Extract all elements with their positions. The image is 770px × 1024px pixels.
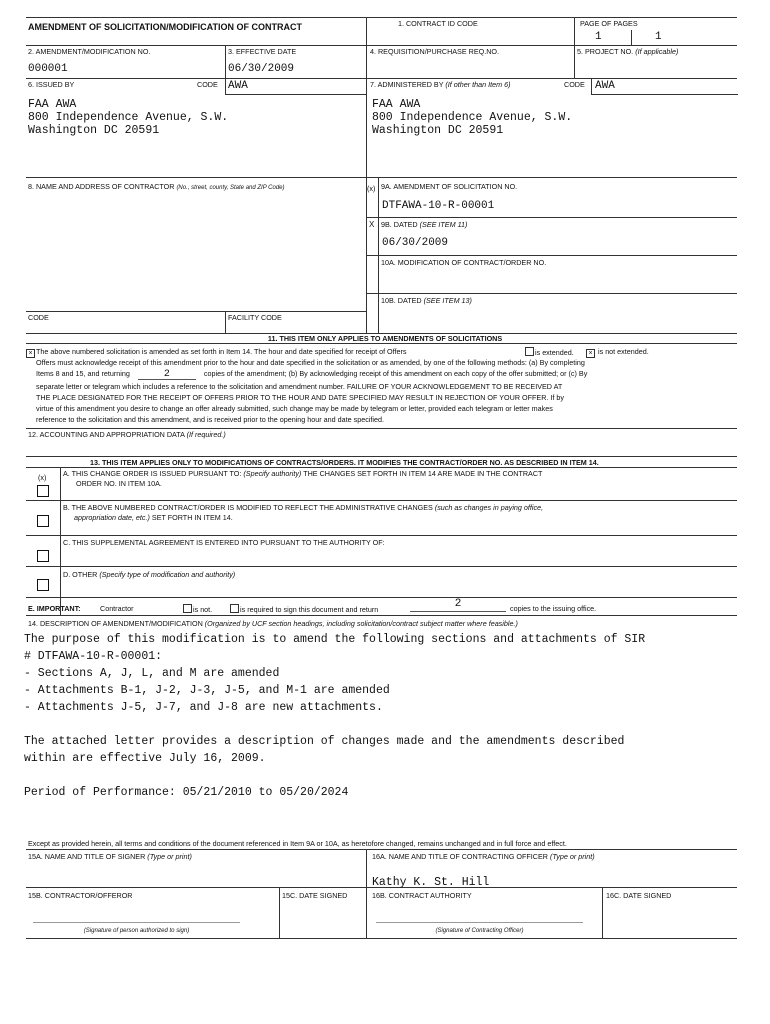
- amendment-no[interactable]: 000001: [28, 63, 68, 75]
- item13a-note: (Specify authority): [243, 469, 302, 478]
- item11-line2: Offers must acknowledge receipt of this amendment prior to the hour and date specified in the solicitation or as amended, by one of the following methods: (a) By completing: [36, 358, 585, 367]
- contract-id-label: 1. CONTRACT ID CODE: [398, 19, 478, 28]
- vrule-16c: [602, 887, 603, 938]
- item11-not-extended: [586, 347, 649, 358]
- item11-line7: reference to the solicitation and this amendment, and is received prior to the opening hour and date specified.: [36, 415, 385, 424]
- item9a-label: 9A. AMENDMENT OF SOLICITATION NO.: [381, 182, 518, 191]
- label-16a-note: (Type or print): [549, 852, 595, 861]
- item14-line-8: within are effective July 16, 2009.: [24, 752, 266, 765]
- item11-line1: [26, 347, 407, 358]
- is-not-extended-text: is not extended.: [598, 347, 649, 356]
- rule-row2: [26, 45, 737, 46]
- contracting-officer-name[interactable]: Kathy K. St. Hill: [372, 876, 490, 889]
- vrule-item9-x: [378, 177, 379, 333]
- item11-amended-checkbox[interactable]: ×: [26, 349, 35, 358]
- item11-line6: virtue of this amendment you desire to change an offer already submitted, such change may be made by telegram or letter, provided each telegram or letter makes: [36, 404, 553, 413]
- item12-label: [28, 430, 226, 439]
- item13a-line1: [63, 469, 542, 478]
- administered-by-address-3: Washington DC 20591: [372, 124, 504, 137]
- signature-caption-15: [33, 925, 240, 936]
- item11-copies[interactable]: 2: [138, 370, 196, 380]
- rule-row4: [26, 177, 737, 178]
- vrule-pages: [631, 30, 632, 45]
- effective-date[interactable]: 06/30/2009: [228, 63, 295, 75]
- is-extended-text: is extended.: [535, 348, 574, 357]
- contractor-label-text: 8. NAME AND ADDRESS OF CONTRACTOR: [28, 182, 175, 191]
- item13-x-label: (x): [38, 473, 47, 482]
- label-16a: [372, 852, 595, 861]
- item11-extended: [525, 347, 574, 357]
- issued-by-address-2: 800 Independence Avenue, S.W.: [28, 111, 229, 124]
- rule-important: [26, 615, 737, 616]
- item13b-line2-text: SET FORTH IN ITEM 14.: [151, 513, 233, 522]
- facility-code-label: FACILITY CODE: [228, 313, 282, 322]
- signature-caption-16: [376, 925, 583, 936]
- item13a-line2: ORDER NO. IN ITEM 10A.: [76, 479, 162, 488]
- item14-label-text: 14. DESCRIPTION OF AMENDMENT/MODIFICATION: [28, 619, 203, 628]
- item11-line4: separate letter or telegram which includes a reference to the solicitation and amendment number. FAILURE OF YOUR ACKNOWLEDGEMENT TO BE RECEIVED AT: [36, 382, 563, 391]
- rule-13b: [26, 535, 737, 536]
- item11-heading: 11. THIS ITEM ONLY APPLIES TO AMENDMENTS OF SOLICITATIONS: [267, 334, 503, 343]
- is-not-checkbox[interactable]: [183, 604, 192, 613]
- item13d-checkbox[interactable]: [37, 579, 49, 591]
- contractor-label-note: (No., street, county, State and ZIP Code): [176, 185, 285, 191]
- administered-by-label-note: (If other than Item 6): [445, 80, 511, 89]
- item9b-value[interactable]: 06/30/2009: [382, 237, 449, 249]
- item14-line-10: Period of Performance: 05/21/2010 to 05/20/2024: [24, 786, 349, 799]
- issued-by-code-label: CODE: [197, 80, 218, 89]
- is-required-checkbox[interactable]: [230, 604, 239, 613]
- rule-13c: [26, 566, 737, 567]
- vrule-13-x: [60, 467, 61, 615]
- important-label: E. IMPORTANT:: [28, 604, 81, 613]
- administered-by-label-text: 7. ADMINISTERED BY: [370, 80, 444, 89]
- label-15a-note: (Type or print): [147, 852, 192, 861]
- important-is-required: [230, 604, 378, 614]
- item14-line-5: - Attachments J-5, J-7, and J-8 are new attachments.: [24, 701, 383, 714]
- project-label: [577, 47, 678, 56]
- rule-13d: [26, 597, 737, 598]
- item13b-checkbox[interactable]: [37, 515, 49, 527]
- important-contractor: Contractor: [100, 604, 134, 613]
- is-extended-checkbox[interactable]: [525, 347, 534, 356]
- effective-date-label: 3. EFFECTIVE DATE: [228, 47, 297, 56]
- item10b-label-text: 10B. DATED: [381, 296, 422, 305]
- label-16a-text: 16A. NAME AND TITLE OF CONTRACTING OFFICER: [372, 852, 548, 861]
- item14-line-2: # DTFAWA-10-R-00001:: [24, 650, 163, 663]
- item11-line3: [36, 369, 587, 380]
- rule-item13-top: [26, 456, 737, 457]
- label-15a-text: 15A. NAME AND TITLE OF SIGNER: [28, 852, 146, 861]
- rule-item11-head: [26, 343, 737, 344]
- signature-line-16[interactable]: [376, 922, 583, 923]
- item13d-line: [63, 570, 235, 579]
- item14-label: [28, 619, 518, 628]
- item9b-label-note: (SEE ITEM 11): [419, 220, 468, 229]
- administered-by-code[interactable]: AWA: [595, 80, 615, 92]
- item13b-line1: [63, 503, 543, 512]
- rule-9b-sep: [366, 255, 737, 256]
- is-required-text: is required to sign this document and return: [240, 605, 379, 614]
- item13b-line2: [74, 513, 233, 522]
- issued-by-label: 6. ISSUED BY: [28, 80, 75, 89]
- item9a-value[interactable]: DTFAWA-10-R-00001: [382, 200, 495, 212]
- signature-caption-15-text: (Signature of person authorized to sign): [83, 928, 190, 934]
- vrule-15c: [279, 887, 280, 938]
- vrule-main: [366, 17, 367, 333]
- rule-10a-sep: [366, 293, 737, 294]
- important-copies-to: copies to the issuing office.: [510, 604, 597, 613]
- item13-heading: 13. THIS ITEM APPLIES ONLY TO MODIFICATIONS OF CONTRACTS/ORDERS. IT MODIFIES THE CONTRACT/ORDER NO. AS DESCRIBED IN ITEM 14.: [90, 458, 599, 467]
- contractor-label: [28, 182, 285, 193]
- form-title: AMENDMENT OF SOLICITATION/MODIFICATION OF CONTRACT: [28, 22, 302, 32]
- item11-line3a: Items 8 and 15, and returning: [36, 369, 130, 378]
- item13a-text: A. THIS CHANGE ORDER IS ISSUED PURSUANT TO:: [63, 469, 242, 478]
- signature-caption-16-text: (Signature of Contracting Officer): [435, 928, 524, 934]
- item10a-label: 10A. MODIFICATION OF CONTRACT/ORDER NO.: [381, 258, 547, 267]
- item11-line1-text: The above numbered solicitation is amended as set forth in Item 14. The hour and date specified for receipt of Offers: [36, 347, 407, 356]
- label-16b: 16B. CONTRACT AUTHORITY: [372, 891, 472, 900]
- rule-item13-head: [26, 467, 737, 468]
- administered-by-address-2: 800 Independence Avenue, S.W.: [372, 111, 573, 124]
- rule-except: [26, 849, 737, 850]
- page-of-pages-label: PAGE OF PAGES: [580, 19, 638, 28]
- item13d-note: (Specify type of modification and authority): [99, 570, 236, 579]
- rule-bottom: [26, 938, 737, 939]
- vrule-project: [574, 17, 575, 78]
- vrule-sig-mid: [366, 849, 367, 938]
- item13c-checkbox[interactable]: [37, 550, 49, 562]
- vrule-left-col: [225, 45, 226, 78]
- item13d-text: D. OTHER: [63, 570, 98, 579]
- rule-item12-top: [26, 428, 737, 429]
- label-15c: 15C. DATE SIGNED: [282, 891, 348, 900]
- item13b-line2-note: appropriation date, etc.): [74, 513, 150, 522]
- rule-top: [26, 17, 737, 18]
- contractor-code-label: CODE: [28, 313, 49, 322]
- requisition-label: 4. REQUISITION/PURCHASE REQ.NO.: [370, 47, 499, 56]
- issued-by-code[interactable]: AWA: [228, 80, 248, 92]
- item9-x-label: (x): [367, 184, 376, 193]
- except-text: Except as provided herein, all terms and conditions of the document referenced in Item 9A or 10A, as heretofore changed, remains unchanged and in full force and effect.: [28, 839, 567, 848]
- project-label-text: 5. PROJECT NO.: [577, 47, 634, 56]
- item9b-label-text: 9B. DATED: [381, 220, 418, 229]
- important-copies[interactable]: 2: [410, 598, 506, 612]
- item13b-note: (such as changes in paying office,: [434, 503, 544, 512]
- item9b-label: [381, 220, 467, 229]
- item9b-x-mark: X: [369, 220, 375, 229]
- project-label-note: (If applicable): [635, 47, 679, 56]
- item11-line5: THE PLACE DESIGNATED FOR THE RECEIPT OF OFFERS PRIOR TO THE HOUR AND DATE SPECIFIED MAY RESULT IN REJECTION OF YOUR OFFER. If by: [36, 393, 564, 402]
- item13a-checkbox[interactable]: [37, 485, 49, 497]
- administered-by-address-1: FAA AWA: [372, 98, 421, 111]
- vrule-facility: [225, 311, 226, 333]
- administered-by-label: [370, 80, 510, 89]
- total-pages: 1: [655, 31, 662, 43]
- rule-13a: [26, 500, 737, 501]
- issued-by-address-1: FAA AWA: [28, 98, 77, 111]
- amendment-no-label: 2. AMENDMENT/MODIFICATION NO.: [28, 47, 151, 56]
- issued-by-address-3: Washington DC 20591: [28, 124, 160, 137]
- is-not-extended-checkbox[interactable]: ×: [586, 349, 595, 358]
- item14-line-4: - Attachments B-1, J-2, J-3, J-5, and M-1 are amended: [24, 684, 390, 697]
- item14-line-7: The attached letter provides a description of changes made and the amendments described: [24, 735, 625, 748]
- item12-label-note: (If required.): [186, 430, 226, 439]
- item13a-rest: THE CHANGES SET FORTH IN ITEM 14 ARE MADE IN THE CONTRACT: [303, 469, 543, 478]
- item10b-label: [381, 296, 472, 305]
- rule-9a-sep: [366, 217, 737, 218]
- label-15b: 15B. CONTRACTOR/OFFEROR: [28, 891, 133, 900]
- item13b-text: B. THE ABOVE NUMBERED CONTRACT/ORDER IS MODIFIED TO REFLECT THE ADMINISTRATIVE CHANGES: [63, 503, 433, 512]
- is-not-text: is not.: [193, 605, 213, 614]
- item14-line-3: - Sections A, J, L, and M are amended: [24, 667, 280, 680]
- rule-code-row: [26, 311, 366, 312]
- item10b-label-note: (SEE ITEM 13): [423, 296, 472, 305]
- item11-line3b: copies of the amendment; (b) By acknowledging receipt of this amendment on each copy of the offer submitted; or (c) By: [203, 369, 588, 378]
- important-is-not: [183, 604, 212, 614]
- item14-line-1: The purpose of this modification is to amend the following sections and attachments of SIR: [24, 633, 646, 646]
- item12-label-text: 12. ACCOUNTING AND APPROPRIATION DATA: [28, 430, 185, 439]
- label-16c: 16C. DATE SIGNED: [606, 891, 672, 900]
- label-15a: [28, 852, 192, 861]
- signature-line-15[interactable]: [33, 922, 240, 923]
- administered-by-code-label: CODE: [564, 80, 585, 89]
- page-number: 1: [595, 31, 602, 43]
- item14-label-note: (Organized by UCF section headings, including solicitation/contract subject matter where feasible.): [204, 619, 518, 628]
- item13c-line: C. THIS SUPPLEMENTAL AGREEMENT IS ENTERED INTO PURSUANT TO THE AUTHORITY OF:: [63, 538, 385, 547]
